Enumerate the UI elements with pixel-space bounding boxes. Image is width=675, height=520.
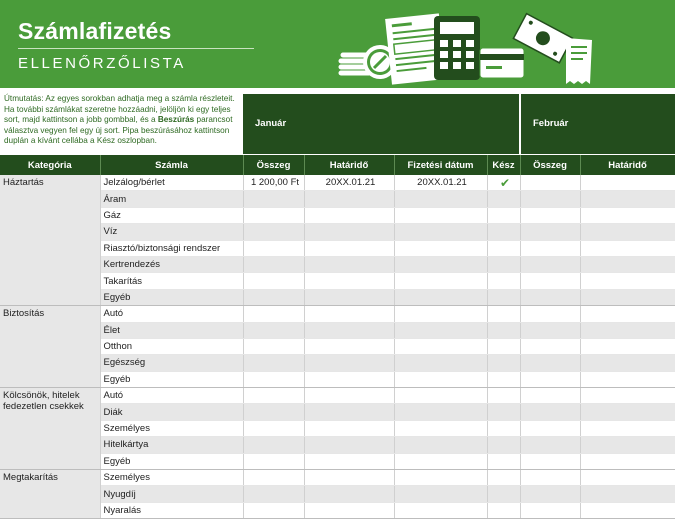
due-date-cell[interactable] [304,273,394,289]
col-header-done[interactable]: Kész [487,155,520,175]
paid-date-cell[interactable] [394,355,487,371]
category-cell[interactable]: Megtakarítás [0,470,100,519]
amount-cell[interactable] [243,502,304,518]
paid-date-cell[interactable] [394,420,487,436]
amount-cell[interactable] [243,338,304,354]
due-date-cell[interactable] [304,437,394,453]
col-header-due-feb[interactable]: Határidő [580,155,675,175]
header-banner [0,0,675,88]
instructions-text [4,94,240,147]
table-header-row [0,155,675,175]
due-feb-cell[interactable] [580,338,675,354]
done-cell[interactable] [487,322,520,338]
done-cell[interactable] [487,486,520,502]
col-header-amount[interactable]: Összeg [243,155,304,175]
due-date-cell[interactable] [304,355,394,371]
paid-date-cell[interactable] [394,240,487,256]
done-cell[interactable] [487,437,520,453]
due-feb-cell[interactable] [580,470,675,486]
category-cell[interactable]: Háztartás [0,175,100,306]
due-feb-cell[interactable] [580,175,675,191]
amount-feb-cell[interactable] [520,404,580,420]
due-feb-cell[interactable] [580,355,675,371]
amount-cell[interactable] [243,306,304,322]
table-row [0,273,675,289]
table-row [0,338,675,354]
table-row [0,224,675,240]
amount-feb-cell[interactable] [520,486,580,502]
amount-cell[interactable] [243,256,304,272]
amount-cell[interactable] [243,470,304,486]
amount-cell[interactable] [243,191,304,207]
bill-name-cell[interactable]: Otthon [100,338,243,354]
bill-name-cell[interactable]: Diák [100,404,243,420]
bills-illustration-icon [330,10,600,88]
checkmark-icon: ✔ [499,175,511,190]
month-label-january: Január [255,118,287,129]
amount-cell[interactable]: 1 200,00 Ft [243,175,304,191]
amount-cell[interactable] [243,273,304,289]
col-header-amount-feb[interactable]: Összeg [520,155,580,175]
paid-date-cell[interactable] [394,224,487,240]
amount-feb-cell[interactable] [520,502,580,518]
paid-date-cell[interactable] [394,388,487,404]
title-divider [18,48,254,49]
bill-name-cell[interactable]: Személyes [100,470,243,486]
due-date-cell[interactable] [304,338,394,354]
due-feb-cell[interactable] [580,420,675,436]
due-feb-cell[interactable] [580,306,675,322]
bill-name-cell[interactable]: Jelzálog/bérlet [100,175,243,191]
due-date-cell[interactable] [304,289,394,305]
done-cell[interactable] [487,175,520,191]
amount-feb-cell[interactable] [520,256,580,272]
due-feb-cell[interactable] [580,224,675,240]
table-row [0,207,675,223]
due-date-cell[interactable] [304,453,394,469]
table-body [0,175,675,519]
amount-feb-cell[interactable] [520,338,580,354]
amount-feb-cell[interactable] [520,388,580,404]
bill-checklist-table [0,155,675,519]
amount-feb-cell[interactable] [520,355,580,371]
done-cell[interactable] [487,470,520,486]
page-title: Számlafizetés [18,18,172,44]
bill-name-cell[interactable]: Riasztó/biztonsági rendszer [100,240,243,256]
bill-name-cell[interactable]: Egyéb [100,371,243,387]
bill-name-cell[interactable]: Autó [100,306,243,322]
amount-cell[interactable] [243,437,304,453]
amount-cell[interactable] [243,322,304,338]
paid-date-cell[interactable] [394,404,487,420]
bill-name-cell[interactable]: Személyes [100,420,243,436]
bill-name-cell[interactable]: Egészség [100,355,243,371]
table-row [0,191,675,207]
table-row [0,175,675,191]
table-row [0,256,675,272]
amount-cell[interactable] [243,355,304,371]
amount-cell[interactable] [243,240,304,256]
amount-feb-cell[interactable] [520,306,580,322]
amount-feb-cell[interactable] [520,207,580,223]
category-cell[interactable]: Kölcsönök, hitelek fedezetlen csekkek [0,388,100,470]
bill-name-cell[interactable]: Kertrendezés [100,256,243,272]
table-row [0,355,675,371]
due-feb-cell[interactable] [580,240,675,256]
paid-date-cell[interactable] [394,453,487,469]
due-date-cell[interactable] [304,470,394,486]
table-row [0,470,675,486]
done-cell[interactable] [487,256,520,272]
done-cell[interactable] [487,207,520,223]
due-feb-cell[interactable] [580,273,675,289]
table-row [0,240,675,256]
amount-cell[interactable] [243,371,304,387]
due-date-cell[interactable] [304,256,394,272]
paid-date-cell[interactable] [394,289,487,305]
amount-cell[interactable] [243,486,304,502]
instructions-insert-keyword: Beszúrás [157,115,195,125]
table-row [0,502,675,518]
paid-date-cell[interactable] [394,322,487,338]
done-cell[interactable] [487,371,520,387]
bill-name-cell[interactable]: Élet [100,322,243,338]
paid-date-cell[interactable] [394,191,487,207]
due-date-cell[interactable] [304,388,394,404]
due-feb-cell[interactable] [580,191,675,207]
due-feb-cell[interactable] [580,502,675,518]
amount-feb-cell[interactable] [520,273,580,289]
due-feb-cell[interactable] [580,486,675,502]
amount-feb-cell[interactable] [520,289,580,305]
amount-feb-cell[interactable] [520,240,580,256]
due-date-cell[interactable] [304,224,394,240]
done-cell[interactable] [487,191,520,207]
due-feb-cell[interactable] [580,404,675,420]
done-cell[interactable] [487,388,520,404]
due-feb-cell[interactable] [580,256,675,272]
bill-name-cell[interactable]: Gáz [100,207,243,223]
bill-name-cell[interactable]: Autó [100,388,243,404]
table-row [0,322,675,338]
due-date-cell[interactable] [304,240,394,256]
bill-name-cell[interactable]: Egyéb [100,453,243,469]
instructions-part1: Útmutatás: Az egyes sorokban adhatja meg a számla részleteit. Ha további számlákat szeretne hozzáadni, jelöljön ki egy teljes sort, majd kattintson a jobb gombbal, és a [4,94,235,125]
due-date-cell[interactable] [304,322,394,338]
paid-date-cell[interactable] [394,273,487,289]
paid-date-cell[interactable] [394,338,487,354]
due-date-cell[interactable] [304,502,394,518]
col-header-bill[interactable]: Számla [100,155,243,175]
paid-date-cell[interactable]: 20XX.01.21 [394,175,487,191]
month-header-january [243,94,519,154]
due-feb-cell[interactable] [580,388,675,404]
amount-feb-cell[interactable] [520,470,580,486]
amount-cell[interactable] [243,388,304,404]
paid-date-cell[interactable] [394,306,487,322]
month-header-february [521,94,675,154]
due-date-cell[interactable] [304,191,394,207]
table-row [0,289,675,305]
paid-date-cell[interactable] [394,256,487,272]
bill-name-cell[interactable]: Áram [100,191,243,207]
amount-feb-cell[interactable] [520,191,580,207]
table-row [0,388,675,404]
due-feb-cell[interactable] [580,207,675,223]
table-row [0,306,675,322]
done-cell[interactable] [487,355,520,371]
paid-date-cell[interactable] [394,502,487,518]
due-date-cell[interactable]: 20XX.01.21 [304,175,394,191]
amount-feb-cell[interactable] [520,420,580,436]
paid-date-cell[interactable] [394,207,487,223]
page-subtitle: ELLENŐRZŐLISTA [18,55,186,72]
amount-feb-cell[interactable] [520,371,580,387]
instructions-part2: parancsot választva vegyen fel egy új sort. Pipa beszúrásához kattintson duplán a kívánt cellába a Kész oszlopban. [4,115,233,146]
due-feb-cell[interactable] [580,371,675,387]
bill-name-cell[interactable]: Takarítás [100,273,243,289]
done-cell[interactable] [487,404,520,420]
table-row [0,420,675,436]
amount-cell[interactable] [243,420,304,436]
category-cell[interactable]: Biztosítás [0,306,100,388]
done-cell[interactable] [487,289,520,305]
amount-cell[interactable] [243,207,304,223]
amount-cell[interactable] [243,224,304,240]
done-cell[interactable] [487,224,520,240]
done-cell[interactable] [487,240,520,256]
col-header-paid-date[interactable]: Fizetési dátum [394,155,487,175]
bill-name-cell[interactable]: Víz [100,224,243,240]
due-date-cell[interactable] [304,420,394,436]
col-header-due[interactable]: Határidő [304,155,394,175]
done-cell[interactable] [487,502,520,518]
due-date-cell[interactable] [304,486,394,502]
paid-date-cell[interactable] [394,486,487,502]
due-feb-cell[interactable] [580,453,675,469]
done-cell[interactable] [487,453,520,469]
done-cell[interactable] [487,420,520,436]
amount-feb-cell[interactable] [520,175,580,191]
due-date-cell[interactable] [304,404,394,420]
amount-cell[interactable] [243,404,304,420]
table-row [0,486,675,502]
done-cell[interactable] [487,306,520,322]
table-row [0,371,675,387]
table-row [0,437,675,453]
bill-name-cell[interactable]: Nyaralás [100,502,243,518]
due-date-cell[interactable] [304,306,394,322]
due-date-cell[interactable] [304,371,394,387]
done-cell[interactable] [487,273,520,289]
bill-name-cell[interactable]: Nyugdíj [100,486,243,502]
table-row [0,453,675,469]
due-date-cell[interactable] [304,207,394,223]
due-feb-cell[interactable] [580,437,675,453]
amount-cell[interactable] [243,289,304,305]
bill-name-cell[interactable]: Hitelkártya [100,437,243,453]
amount-cell[interactable] [243,453,304,469]
done-cell[interactable] [487,338,520,354]
amount-feb-cell[interactable] [520,453,580,469]
due-feb-cell[interactable] [580,322,675,338]
amount-feb-cell[interactable] [520,437,580,453]
col-header-category[interactable]: Kategória [0,155,100,175]
bill-name-cell[interactable]: Egyéb [100,289,243,305]
amount-feb-cell[interactable] [520,322,580,338]
amount-feb-cell[interactable] [520,224,580,240]
paid-date-cell[interactable] [394,371,487,387]
paid-date-cell[interactable] [394,437,487,453]
table-row [0,404,675,420]
month-label-february: Február [533,118,569,129]
due-feb-cell[interactable] [580,289,675,305]
paid-date-cell[interactable] [394,470,487,486]
